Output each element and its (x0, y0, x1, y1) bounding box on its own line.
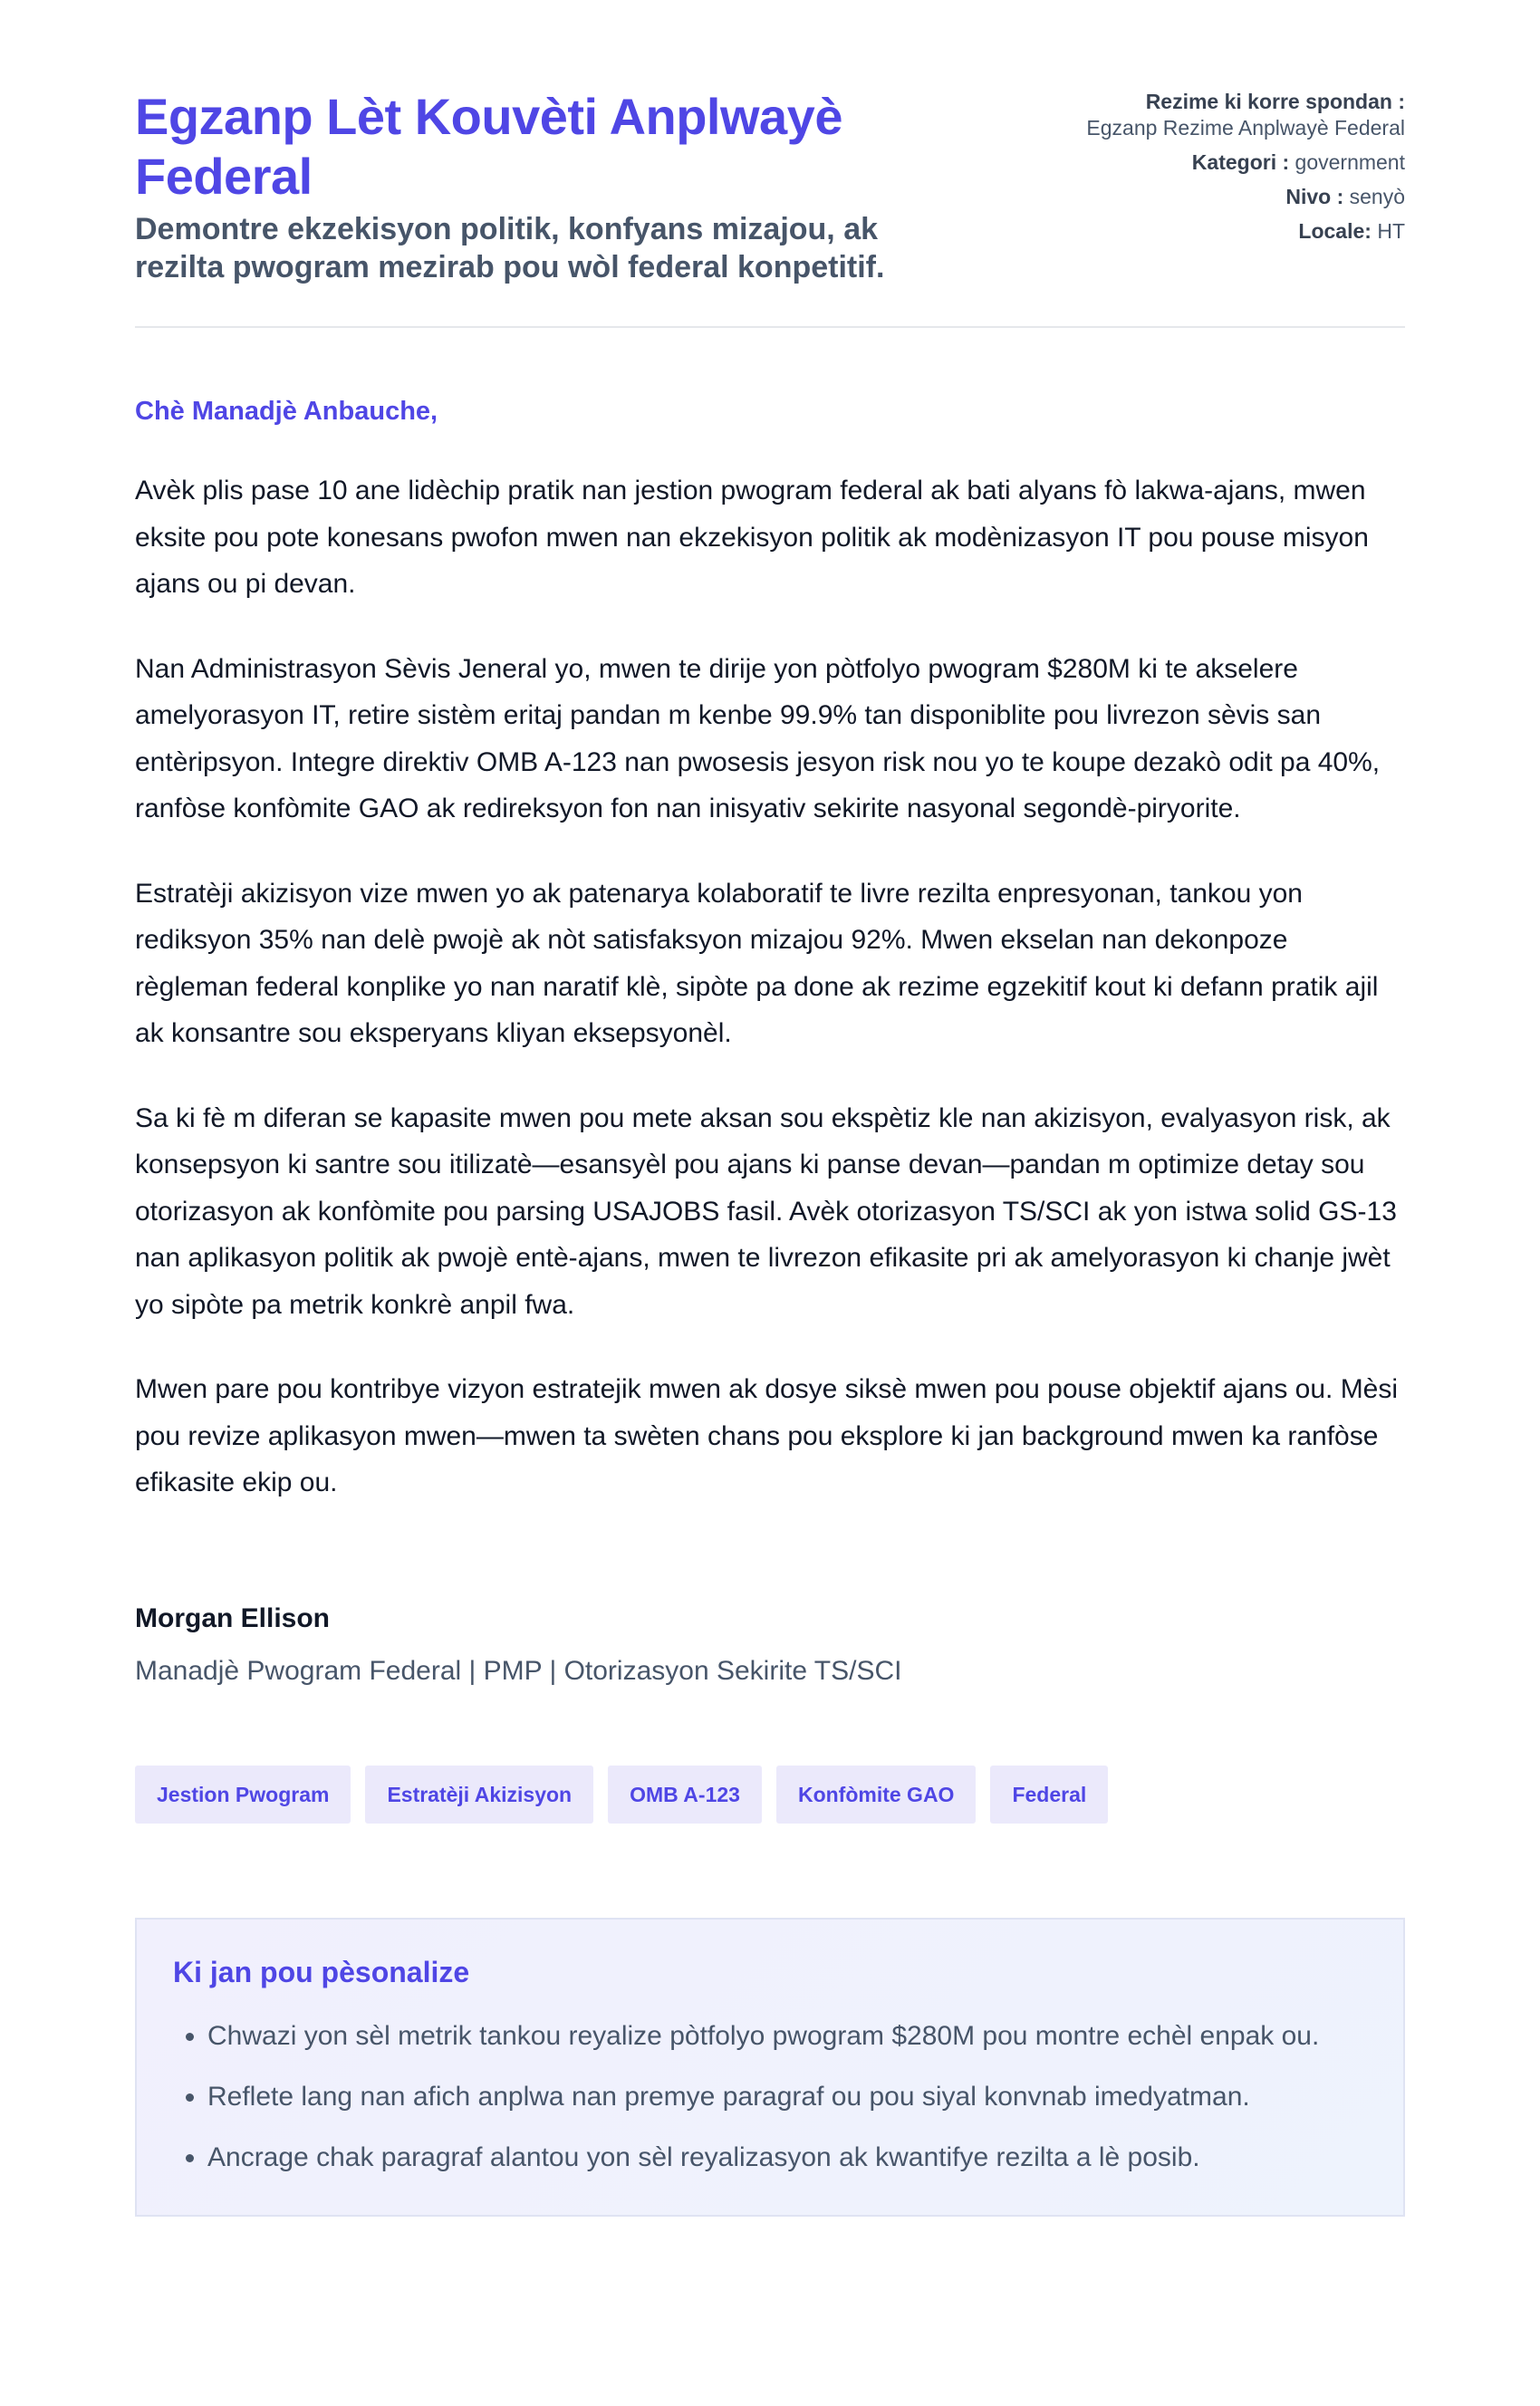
meta-panel (1079, 87, 1405, 253)
letter-paragraph: Nan Administrasyon Sèvis Jeneral yo, mwen te dirije yon pòtfolyo pwogram $280M ki te akselere amelyorasyon IT, retire sistèm eritaj pandan m kenbe 99.9% tan disponiblite pou livrezon sèvis san entèripsyon. Integre direktiv OMB A-123 nan pwosesis jesyon risk nou yo te koupe dezakò odit pa 40%, ranfòse konfòmite GAO ak redireksyon fon nan inisyativ sekirite nasyonal segondè-piryorite. (135, 653, 1381, 823)
page-title: Egzanp Lèt Kouvèti Anplwayè Federal (135, 88, 842, 205)
tag-chip: Konfòmite GAO (776, 1766, 977, 1824)
tips-title: Ki jan pou pèsonalize (173, 1955, 470, 1988)
tag-chip: Jestion Pwogram (135, 1766, 351, 1824)
page-header (135, 87, 1405, 328)
tip-item: • Reflete lang nan afich anplwa nan premye paragraf ou pou siyal konvnab imedyatman. (207, 2074, 1367, 2120)
signature-title: Manadjè Pwogram Federal | PMP | Otorizasyon Sekirite TS/SCI (135, 1655, 902, 1686)
meta-resume-value: Egzanp Rezime Anplwayè Federal (1086, 116, 1405, 140)
tag-list (135, 1766, 1405, 1824)
meta-level (1079, 184, 1405, 210)
signature-name: Morgan Ellison (135, 1602, 331, 1633)
tip-item: • Ancrage chak paragraf alantou yon sèl reyalizasyon ak kwantifye rezilta a lè posib. (207, 2135, 1367, 2180)
letter-paragraph: Mwen pare pou kontribye vizyon estratejik mwen ak dosye siksè mwen pou pouse objektif ajans ou. Mèsi pou revize aplikasyon mwen—mwen ta swèten chans pou eksplore ki jan background mwen ka ranfòse efikasite ekip ou. (135, 1374, 1399, 1497)
customization-tips-box (135, 1918, 1405, 2217)
meta-locale (1079, 218, 1405, 245)
signature-block (135, 1601, 1405, 1689)
meta-category-label: Kategori : (1191, 150, 1290, 174)
meta-locale-label: Locale: (1298, 219, 1372, 243)
meta-category-value: government (1295, 150, 1405, 174)
tag-chip: Estratèji Akizisyon (365, 1766, 593, 1824)
tag-chip: OMB A-123 (608, 1766, 762, 1824)
page-subtitle: Demontre ekzekisyon politik, konfyans mizajou, ak rezilta pwogram mezirab pou wòl federal konpetitif. (135, 212, 885, 284)
meta-resume-label: Rezime ki korre spondan : (1145, 90, 1405, 113)
letter-paragraph: Estratèji akizisyon vize mwen yo ak patenarya kolaboratif te livre rezilta enpresyonan, tankou yon rediksyon 35% nan delè pwojè ak nòt satisfaksyon mizajou 92%. Mwen ekselan nan dekonpoze règleman federal konplike yo nan naratif klè, sipòte pa done ak rezime egzekitif kout ki defann pratik ajil ak konsantre sou eksperyans kliyan eksepsyonèl. (135, 878, 1379, 1048)
cover-letter-page (135, 0, 1405, 2289)
meta-locale-value: HT (1377, 219, 1405, 243)
letter-paragraph: Avèk plis pase 10 ane lidèchip pratik nan jestion pwogram federal ak bati alyans fò lakwa-ajans, mwen eksite pou pote konesans pwofon mwen nan ekzekisyon politik ak modènizasyon IT pou pouse misyon ajans ou pi devan. (135, 476, 1369, 599)
header-titles (135, 87, 950, 286)
meta-resume (1079, 89, 1405, 141)
tip-item: • Chwazi yon sèl metrik tankou reyalize pòtfolyo pwogram $280M pou montre echèl enpak ou. (207, 2014, 1367, 2059)
meta-level-value: senyò (1349, 185, 1405, 208)
salutation: Chè Manadjè Anbauche, (135, 397, 438, 426)
tag-chip: Federal (990, 1766, 1108, 1824)
tips-list (173, 2014, 1367, 2180)
letter-body (135, 393, 1405, 1689)
meta-category (1079, 149, 1405, 176)
meta-level-label: Nivo : (1285, 185, 1344, 208)
letter-paragraph: Sa ki fè m diferan se kapasite mwen pou mete aksan sou ekspètiz kle nan akizisyon, evalyasyon risk, ak konsepsyon ki santre sou itilizatè—esansyèl pou ajans ki panse devan—pandan m optimize detay sou otorizasyon ak konfòmite pou parsing USAJOBS fasil. Avèk otorizasyon TS/SCI ak yon istwa solid GS-13 nan aplikasyon politik ak pwojè entè-ajans, mwen te livrezon efikasite pri ak amelyorasyon ki chanje jwèt yo sipòte pa metrik konkrè anpil fwa. (135, 1102, 1397, 1320)
